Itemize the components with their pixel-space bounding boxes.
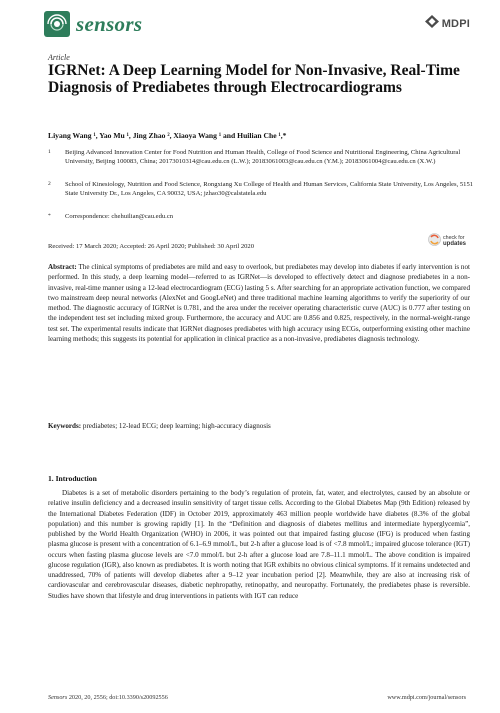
journal-name: sensors	[76, 11, 143, 36]
footer-journal: Sensors	[48, 694, 68, 701]
keywords-text: prediabetes; 12-lead ECG; deep learning; high-accuracy diagnosis	[82, 422, 271, 430]
article-type: Article	[48, 53, 70, 62]
correspondence	[48, 212, 478, 221]
affiliation-number: 1	[48, 149, 51, 155]
keywords	[48, 422, 470, 430]
mdpi-logo-icon	[425, 15, 439, 33]
publication-dates: Received: 17 March 2020; Accepted: 26 April 2020; Published: 30 April 2020	[48, 243, 255, 250]
affiliation-number: 2	[48, 181, 51, 187]
publisher-logo	[425, 15, 470, 33]
abstract-text: The clinical symptoms of prediabetes are mild and easy to overlook, but prediabetes may develop into diabetes if early intervention is not performed. In this study, a deep learning model—referred to as IGRNet—is developed to effectively detect and diagnose prediabetes in a non-invasive, real-time manner using a 12-lead electrocardiogram (ECG) lasting 5 s. After searching for an appropriate activation function, we compared two mainstream deep neural networks (AlexNet and GoogLeNet) and three traditional machine learning algorithms to verify the superiority of our method. The diagnostic accuracy of IGRNet is 0.781, and the area under the receiver operating characteristic curve (AUC) is 0.777 after testing on the independent test set including mixed group. Furthermore, the accuracy and AUC are 0.856 and 0.825, respectively, in the normal-weight-range test set. The experimental results indicate that IGRNet diagnoses prediabetes with high accuracy using ECGs, outperforming existing other machine learning methods; this suggests its potential for application in clinical practice as a non-invasive, prediabetes diagnosis technology.	[48, 263, 470, 343]
footer-url[interactable]: www.mdpi.com/journal/sensors	[387, 694, 466, 701]
abstract-label: Abstract:	[48, 263, 77, 271]
section-title: 1. Introduction	[48, 474, 97, 483]
affiliation-text: School of Kinesiology, Nutrition and Food Science, Rongxiang Xu College of Health and Human Services, California State University, Los Angeles, 5151 State University Dr., Los Angeles, CA 90032, USA; jzhao30@calstatela.edu	[65, 181, 474, 198]
check-for-updates-badge[interactable]	[428, 233, 466, 251]
keywords-label: Keywords:	[48, 422, 82, 430]
publisher-name: MDPI	[441, 18, 470, 30]
check-updates-line1: check for	[442, 235, 465, 242]
paper-title: IGRNet: A Deep Learning Model for Non-Invasive, Real-Time Diagnosis of Prediabetes through Electrocardiograms	[48, 62, 460, 96]
author-list: Liyang Wang ¹, Yao Mu ¹, Jing Zhao ², Xiaoya Wang ¹ and Huilian Che ¹,*	[48, 131, 287, 140]
affiliation-text: Beijing Advanced Innovation Center for Food Nutrition and Human Health, College of Food Science and Nutritional Engineering, China Agricultural University, Beijing 100083, China; 20173010314@cau.edu.cn (L.W.); 20183061003@cau.edu.cn (Y.M.); 20183061004@cau.edu.cn (X.W.)	[65, 149, 461, 166]
check-updates-label	[443, 236, 466, 248]
footer-citation-text: 2020, 20, 2556; doi:10.3390/s20092556	[67, 694, 168, 701]
affiliation-number: *	[48, 213, 51, 219]
affiliation-1	[48, 148, 478, 166]
footer-citation	[48, 694, 168, 701]
check-updates-line2: updates	[442, 241, 466, 247]
sensors-logo-icon	[44, 11, 70, 37]
correspondence-text: Correspondence: chehuilian@cau.edu.cn	[65, 213, 174, 220]
check-updates-icon	[428, 233, 441, 251]
abstract	[48, 262, 470, 344]
journal-logo	[44, 11, 142, 37]
introduction-text: Diabetes is a set of metabolic disorders pertaining to the body’s regulation of protein, fat, water, and electrolytes, caused by an absolute or relative insulin deficiency and a decreased insulin sensitivity of target tissue cells. According to the Global Diabetes Map (9th Edition) released by the International Diabetes Federation (IDF) in October 2019, approximately 463 million people worldwide have diabetes (8.3% of the global population) and this number is growing rapidly [1]. In the “Definition and diagnosis of diabetes mellitus and intermediate hyperglycemia”, published by the World Health Organization (WHO) in 2006, it was pointed out that impaired fasting glucose (IFG) is produced when fasting plasma glucose is present with a concentration of 6.1–6.9 mmol/L, but 2-h after a glucose load is of <7.8 mmol/L; impaired glucose tolerance (IGT) occurs when fasting plasma glucose levels are <7.0 mmol/L but 2-h after a glucose load are 7.8–11.1 mmol/L. The above condition is impaired glucose regulation (IGR), also known as prediabetes. It is worth noting that IGR exhibits no obvious clinical symptoms. If it remains undetected and unaddressed, 70% of patients will develop diabetes after a 9–12 year incubation period [2]. Meanwhile, they are also at increasing risk of cardiovascular and cerebrovascular diseases, diabetic nephropathy, retinopathy, and neuropathy. Fortunately, the prediabetes phase is reversible. Studies have shown that lifestyle and drug interventions in patients with IGT can reduce	[48, 489, 470, 600]
affiliation-2	[48, 180, 478, 198]
